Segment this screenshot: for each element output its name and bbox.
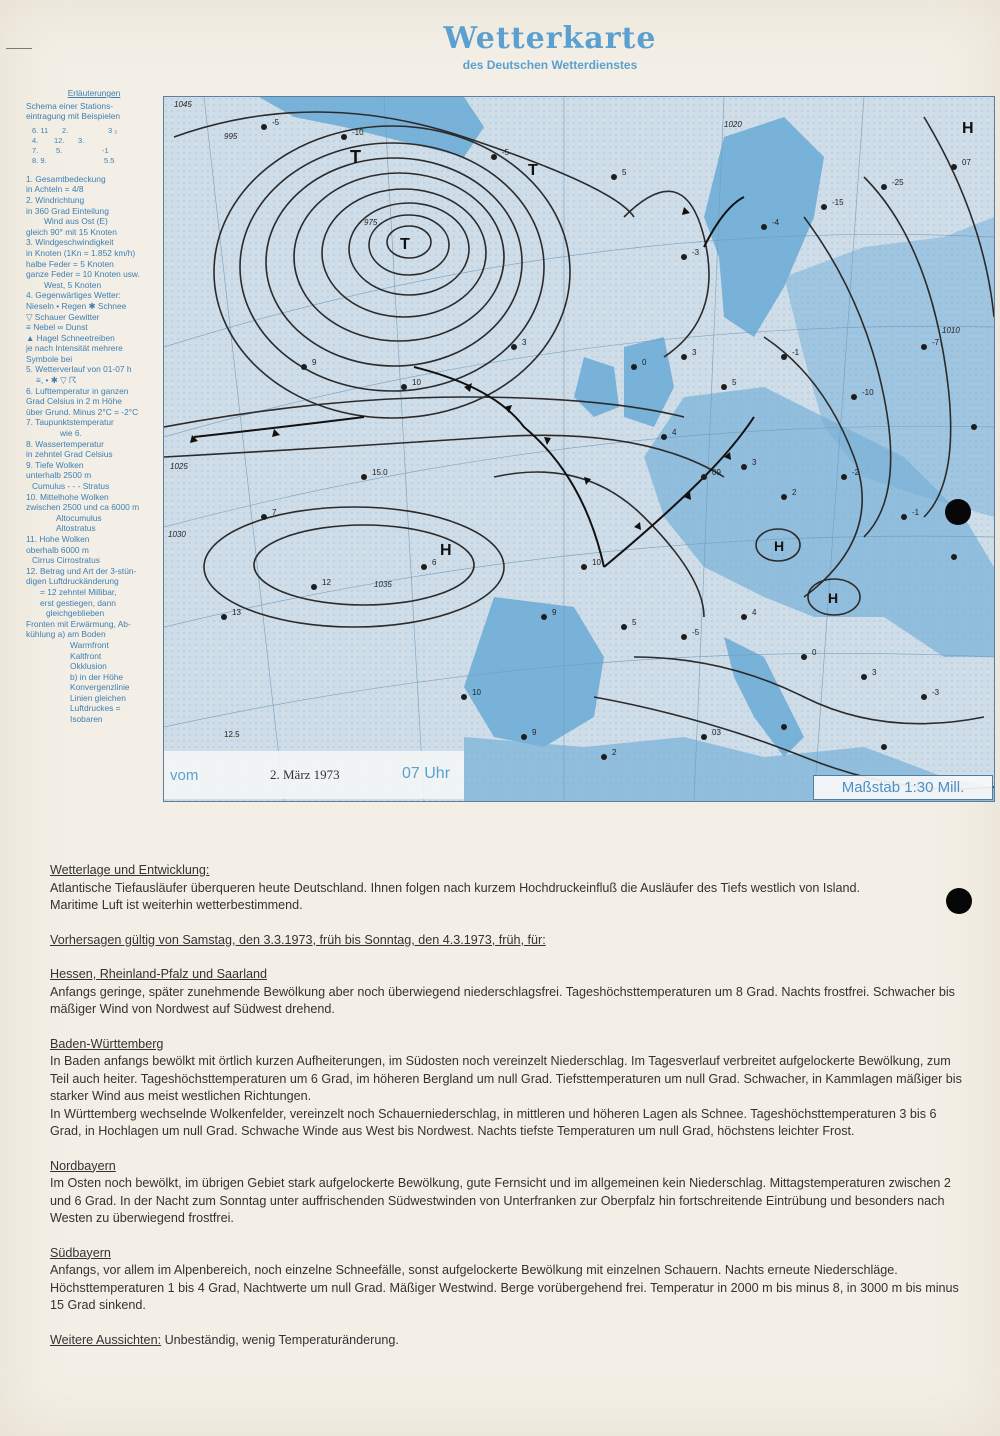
svg-text:2: 2 (612, 748, 617, 757)
low-center: T (400, 236, 410, 253)
map-scale: Maßstab 1:30 Mill. (813, 775, 993, 800)
legend-line: 5. Wetterverlauf von 01-07 h (26, 364, 132, 375)
legend-line: 9. Tiefe Wolken (26, 459, 84, 470)
svg-text:4: 4 (752, 608, 757, 617)
legend-line: 8. Wassertemperatur (26, 438, 104, 449)
situation-text: Atlantische Tiefausläufer überqueren heute Deutschland. Ihnen folgen nach kurzem Hochdruckeinfluß die Ausläufer des Tiefs westlich von Island. (50, 880, 860, 895)
region-text: Anfangs, vor allem im Alpenbereich, noch einzelne Schneefälle, sonst aufgelockerte Bewölkung mit einzelnen Schauern. Nachts erneute Niederschläge. Höchsttemperaturen 1 bis 4 Grad, Nachtwerte um null Grad. Mäßiger Westwind. Berge vorübergehend frei. Temperatur in 2000 m bis minus 8, in 3000 m bis minus 15 Grad sinkend. (50, 1263, 959, 1312)
svg-text:-10: -10 (862, 388, 874, 397)
legend-line: oberhalb 6000 m (26, 544, 89, 555)
legend-line: 2. Windrichtung (26, 194, 85, 205)
map-subtitle: des Deutschen Wetterdienstes (462, 58, 638, 72)
region-heading: Nordbayern (50, 1158, 116, 1173)
legend-line: Warmfront (70, 639, 109, 650)
weather-map (163, 96, 995, 802)
region-text: Anfangs geringe, später zunehmende Bewölkung aber noch überwiegend niederschlagsfrei. Tageshöchsttemperaturen um 8 Grad. Nachts frostfrei. Schwacher bis mäßiger Wind von Nordwest auf Südwest drehend. (50, 984, 955, 1016)
map-title: Wetterkarte (443, 21, 657, 56)
svg-text:09: 09 (712, 468, 721, 477)
legend-line: 7. Taupunktstemperatur (26, 417, 114, 428)
legend-line: digen Luftdruckänderung (26, 576, 119, 587)
legend-line: Altocumulus (56, 512, 102, 523)
svg-text:3: 3 (752, 458, 757, 467)
svg-text:-7: -7 (932, 338, 940, 347)
legend-line: eintragung mit Beispielen (26, 111, 121, 122)
legend-line: Cumulus - - - Stratus (32, 481, 110, 491)
legend-line: ganze Feder = 10 Knoten usw. (26, 269, 140, 280)
svg-text:15.0: 15.0 (372, 468, 388, 477)
svg-text:-2: -2 (852, 468, 860, 477)
legend-line: Symbole bei (26, 353, 73, 364)
legend-line: in Achteln = 4/8 (26, 184, 84, 195)
legend-line: Luftdruckes = (70, 703, 121, 714)
svg-text:2: 2 (792, 488, 797, 497)
legend-line: gleich 90° mit 15 Knoten (26, 226, 117, 237)
legend-line: Grad Celsius in 2 m Höhe (26, 396, 122, 407)
legend-line: in zehntel Grad Celsius (26, 449, 113, 460)
svg-text:6: 6 (432, 558, 437, 567)
svg-text:0: 0 (642, 358, 647, 367)
svg-text:-10: -10 (352, 128, 364, 137)
situation-heading: Wetterlage und Entwicklung: (50, 863, 210, 877)
svg-text:03: 03 (712, 728, 721, 737)
legend-line: West, 5 Knoten (44, 279, 102, 290)
legend-line: gleichgeblieben (46, 608, 105, 619)
svg-text:07: 07 (962, 158, 971, 167)
legend-line: Okklusion (70, 661, 107, 672)
pressure-label: 1030 (168, 530, 186, 539)
legend-line: Altostratus (56, 523, 96, 534)
svg-text:12.5: 12.5 (224, 730, 240, 739)
svg-text:-25: -25 (892, 178, 904, 187)
high-center: H (962, 120, 974, 137)
legend-line: in Knoten (1Kn = 1.852 km/h) (26, 247, 136, 258)
svg-text:3: 3 (872, 668, 877, 677)
punch-hole (945, 499, 971, 525)
svg-text:-5: -5 (272, 118, 280, 127)
svg-text:3: 3 (522, 338, 527, 347)
high-center: H (440, 542, 452, 559)
pressure-label: 1025 (170, 462, 188, 471)
pressure-label: 1020 (724, 120, 742, 129)
pressure-label: 1010 (942, 326, 960, 335)
legend-line: unterhalb 2500 m (26, 470, 92, 481)
region-heading: Baden-Württemberg (50, 1036, 164, 1051)
legend-line: Wind aus Ost (E) (44, 216, 108, 227)
low-center: T (528, 162, 538, 179)
region-heading: Südbayern (50, 1245, 111, 1260)
legend-line: Konvergenzlinie (70, 682, 130, 693)
high-center: H (828, 590, 839, 606)
legend-line: ▲ Hagel Schneetreiben (26, 332, 115, 343)
svg-text:10: 10 (592, 558, 601, 567)
legend-line: b) in der Höhe (70, 671, 124, 682)
outlook-label: Weitere Aussichten: (50, 1332, 162, 1347)
svg-text:-5: -5 (502, 148, 510, 157)
legend-panel (26, 88, 162, 808)
low-center: T (350, 147, 361, 167)
legend-line: halbe Feder = 5 Knoten (26, 258, 114, 269)
svg-text:9: 9 (552, 608, 557, 617)
svg-text:5: 5 (632, 618, 637, 627)
validity-line: Vorhersagen gültig von Samstag, den 3.3.1973, früh bis Sonntag, den 4.3.1973, früh, für: (50, 932, 546, 947)
map-time: 07 Uhr (402, 765, 451, 782)
svg-text:0: 0 (812, 648, 817, 657)
legend-line: 10. Mittelhohe Wolken (26, 491, 109, 502)
region-heading: Hessen, Rheinland-Pfalz und Saarland (50, 967, 268, 981)
legend-line: erst gestiegen, dann (40, 597, 116, 608)
svg-text:-15: -15 (832, 198, 844, 207)
legend-line: Linien gleichen (70, 692, 126, 703)
legend-line: Fronten mit Erwärmung, Ab- (26, 618, 131, 629)
legend-line: Isobaren (70, 714, 103, 725)
station-schema-diagram: 6. 11 2. 3 ₂ 4. 12. 3. 7. 5. -1 8. 9. 5.5 (32, 125, 118, 165)
svg-text:7: 7 (272, 508, 277, 517)
legend-line: = 12 zehntel Millibar, (40, 586, 117, 597)
date-prefix: vom (170, 767, 199, 784)
pressure-label: 1045 (174, 100, 192, 109)
region-text: Im Osten noch bewölkt, im übrigen Gebiet stark aufgelockerte Bewölkung, gute Fernsicht und im allgemeinen kein Niederschlag. Mittagstemperaturen zwischen 2 und 6 Grad. In der Nacht zum Sonntag unter auffrischenden Südwestwinden von Unterfranken zur Oberpfalz hin fortschreitende Eintrübung und besonders nach Westen zu überwiegend frostfrei. (50, 1176, 951, 1225)
outlook-text: Unbeständig, wenig Temperaturänderung. (164, 1332, 399, 1347)
legend-line: ≡, • ✱ ▽ ☈ (36, 375, 77, 386)
svg-text:5: 5 (732, 378, 737, 387)
legend-line: wie 6. (60, 428, 82, 439)
legend-line: in 360 Grad Einteilung (26, 205, 109, 216)
legend-line: Kaltfront (70, 650, 102, 661)
legend-line: über Grund. Minus 2°C = -2°C (26, 406, 139, 417)
svg-text:5: 5 (622, 168, 627, 177)
legend-line: Nieseln • Regen ✱ Schnee (26, 300, 127, 311)
pressure-label: 975 (364, 218, 378, 227)
svg-text:-3: -3 (932, 688, 940, 697)
high-center: H (774, 538, 785, 554)
margin-tick (6, 48, 32, 49)
legend-line: 3. Windgeschwindigkeit (26, 237, 114, 248)
svg-text:-3: -3 (692, 248, 700, 257)
svg-text:12: 12 (322, 578, 331, 587)
legend-line: 11. Hohe Wolken (26, 533, 90, 544)
svg-text:-4: -4 (772, 218, 780, 227)
svg-text:9: 9 (532, 728, 537, 737)
legend-line: Schema einer Stations- (26, 100, 114, 111)
situation-text: Maritime Luft ist weiterhin wetterbestimmend. (50, 898, 303, 912)
legend-line: 4. Gegenwärtiges Wetter: (26, 290, 121, 301)
legend-line: zwischen 2500 und ca 6000 m (26, 502, 140, 513)
legend-line: kühlung a) am Boden (26, 629, 106, 640)
svg-text:10: 10 (472, 688, 481, 697)
legend-line: ≡ Nebel ∞ Dunst (26, 322, 88, 333)
svg-text:-1: -1 (792, 348, 800, 357)
legend-heading: Erläuterungen (67, 88, 121, 98)
legend-line: 6. Lufttemperatur in ganzen (26, 385, 129, 396)
legend-line: ▽ Schauer Gewitter (26, 311, 100, 322)
weather-map-drawing (164, 97, 994, 801)
svg-text:3: 3 (692, 348, 697, 357)
map-date: 2. März 1973 (270, 767, 340, 782)
svg-text:9: 9 (312, 358, 317, 367)
svg-text:4: 4 (672, 428, 677, 437)
legend-line: Cirrus Cirrostratus (32, 555, 100, 566)
svg-text:13: 13 (232, 608, 241, 617)
svg-text:-1: -1 (912, 508, 920, 517)
pressure-label: 995 (224, 132, 238, 141)
legend-line: 1. Gesamtbedeckung (26, 173, 106, 184)
outlook (50, 1332, 970, 1350)
svg-text:10: 10 (412, 378, 421, 387)
svg-text:-5: -5 (692, 628, 700, 637)
region-text: In Baden anfangs bewölkt mit örtlich kurzen Aufheiterungen, im Südosten noch vereinzelt Niederschlag. Im Tagesverlauf verbreitet aufgelockerte Bewölkung, zum Teil auch heiter. Tageshöchsttemperaturen um 6 Grad, im höheren Bergland um null Grad. Tiefsttemperaturen um null Grad. Schwacher, in Kammlagen mäßiger bis starker Wind aus meist westlichen Richtungen. (50, 1054, 962, 1103)
pressure-label: 1035 (374, 580, 392, 589)
legend-line: je nach Intensität mehrere (26, 343, 123, 354)
legend-line: 12. Betrag und Art der 3-stün- (26, 565, 137, 576)
date-band (164, 751, 464, 799)
region-text: In Württemberg wechselnde Wolkenfelder, vereinzelt noch Schauerniederschlag, in mittleren und höheren Lagen als Schnee. Tageshöchsttemperaturen 3 bis 6 Grad, in Hochlagen um null Grad. Schwache Winde aus West bis Nordwest. Nachts tiefste Temperaturen um null Grad, höchstens leichter Frost. (50, 1106, 937, 1138)
forecast-text (50, 862, 970, 1349)
